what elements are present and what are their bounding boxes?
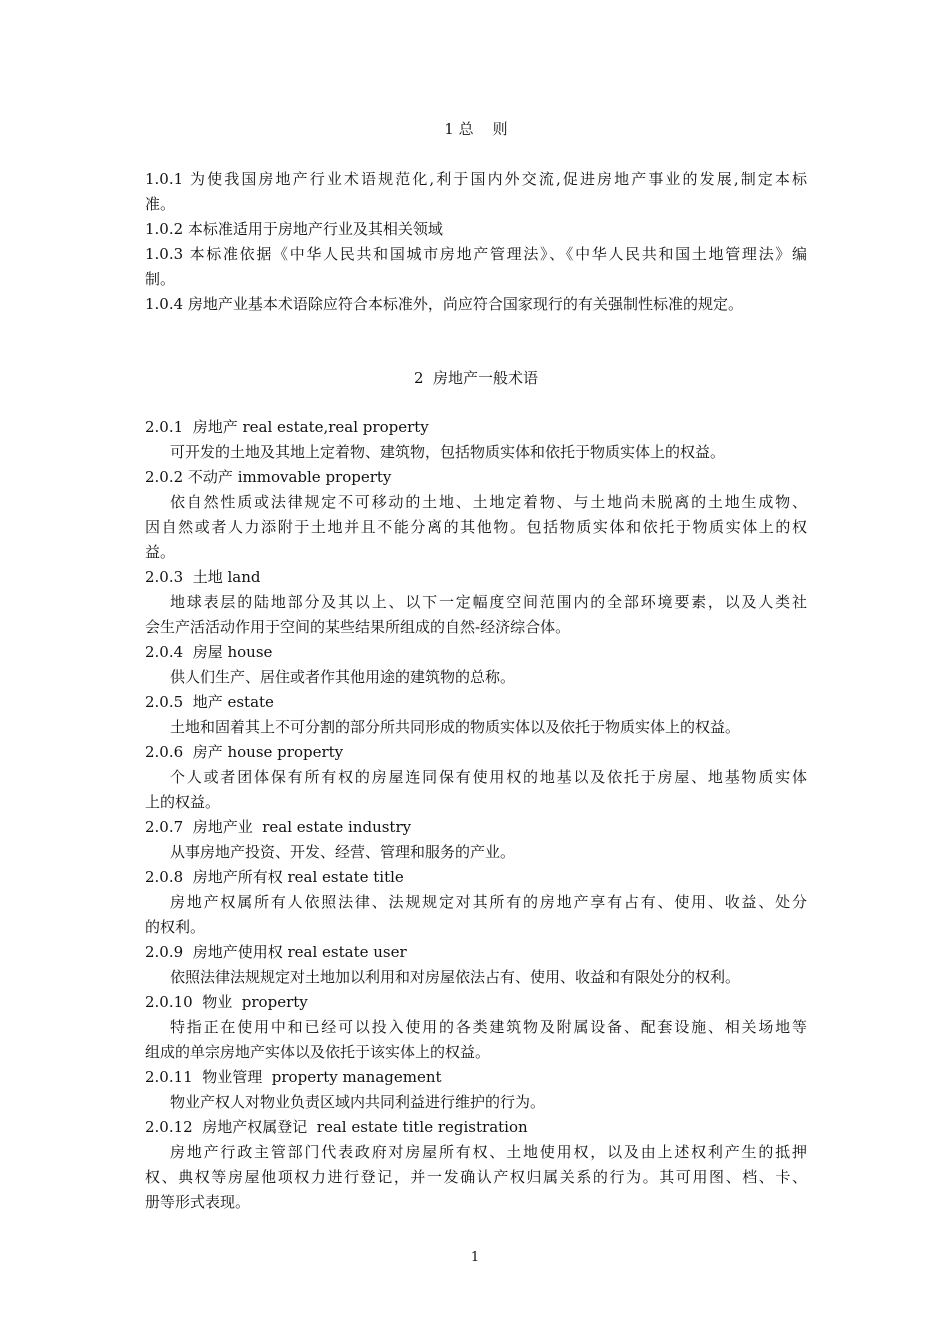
term-definition: 物业产权人对物业负责区域内共同利益进行维护的行为。: [170, 1093, 546, 1111]
term-definition: 的权利。: [145, 918, 206, 936]
term-definition: 特指正在使用中和已经可以投入使用的各类建筑物及附属设备、配套设施、相关场地等: [170, 1018, 807, 1036]
term-definition: 房地产行政主管部门代表政府对房屋所有权、土地使用权，以及由上述权利产生的抵押: [170, 1143, 807, 1161]
term-definition: 上的权益。: [145, 793, 221, 811]
term-heading: 2.0.5 地产 estate: [145, 693, 274, 711]
term-definition: 房地产权属所有人依照法律、法规规定对其所有的房地产享有占有、使用、收益、处分: [170, 893, 807, 911]
term-definition: 权、典权等房屋他项权力进行登记，并一发确认产权归属关系的行为。其可用图、档、卡、: [145, 1168, 807, 1186]
chapter-2-title: 2 房地产一般术语: [413, 369, 539, 387]
term-definition: 册等形式表现。: [145, 1193, 251, 1211]
term-definition: 益。: [145, 543, 176, 561]
term-heading: 2.0.11 物业管理 property management: [145, 1068, 442, 1086]
term-definition: 依自然性质或法律规定不可移动的土地、土地定着物、与土地尚未脱离的土地生成物、: [170, 493, 807, 511]
term-definition: 供人们生产、居住或者作其他用途的建筑物的总称。: [170, 668, 516, 686]
clause-1-0-1-line-1: 1.0.1 为使我国房地产行业术语规范化,利于国内外交流,促进房地产事业的发展,制定本标: [145, 170, 807, 188]
term-heading: 2.0.1 房地产 real estate,real property: [145, 418, 429, 436]
clause-1-0-2: 1.0.2 本标准适用于房地产行业及其相关领域: [145, 220, 443, 238]
term-definition: 依照法律法规规定对土地加以利用和对房屋依法占有、使用、收益和有限处分的权利。: [170, 968, 741, 986]
chapter-1-title: 1 总 则: [444, 120, 508, 138]
chapter-2-terms: [145, 415, 807, 1215]
term-definition: 组成的单宗房地产实体以及依托于该实体上的权益。: [145, 1043, 491, 1061]
term-heading: 2.0.9 房地产使用权 real estate user: [145, 943, 407, 961]
clause-1-0-4: 1.0.4 房地产业基本术语除应符合本标准外，尚应符合国家现行的有关强制性标准的规定。: [145, 295, 743, 313]
term-definition: 因自然或者人力添附于土地并且不能分离的其他物。包括物质实体和依托于物质实体上的权: [145, 518, 807, 536]
page-number: 1: [470, 1250, 480, 1265]
term-heading: 2.0.8 房地产所有权 real estate title: [145, 868, 404, 886]
clause-1-0-1-line-2: 准。: [145, 195, 176, 213]
clause-1-0-3-line-2: 制。: [145, 270, 176, 288]
term-definition: 个人或者团体保有所有权的房屋连同保有使用权的地基以及依托于房屋、地基物质实体: [170, 768, 807, 786]
term-definition: 地球表层的陆地部分及其以上、以下一定幅度空间范围内的全部环境要素，以及人类社: [170, 593, 807, 611]
term-heading: 2.0.10 物业 property: [145, 993, 308, 1011]
chapter-1-clauses: [145, 167, 807, 317]
term-heading: 2.0.3 土地 land: [145, 568, 261, 586]
term-heading: 2.0.2 不动产 immovable property: [145, 468, 392, 486]
clause-1-0-3-line-1: 1.0.3 本标准依据《中华人民共和国城市房地产管理法》、《中华人民共和国土地管理法》编: [145, 245, 807, 263]
term-heading: 2.0.6 房产 house property: [145, 743, 344, 761]
term-definition: 可开发的土地及其地上定着物、建筑物，包括物质实体和依托于物质实体上的权益。: [170, 443, 726, 461]
term-heading: 2.0.7 房地产业 real estate industry: [145, 818, 412, 836]
term-definition: 会生产活活动作用于空间的某些结果所组成的自然-经济综合体。: [145, 618, 571, 636]
term-heading: 2.0.4 房屋 house: [145, 643, 273, 661]
term-definition: 从事房地产投资、开发、经营、管理和服务的产业。: [170, 843, 516, 861]
term-definition: 土地和固着其上不可分割的部分所共同形成的物质实体以及依托于物质实体上的权益。: [170, 718, 741, 736]
term-heading: 2.0.12 房地产权属登记 real estate title registration: [145, 1118, 528, 1136]
